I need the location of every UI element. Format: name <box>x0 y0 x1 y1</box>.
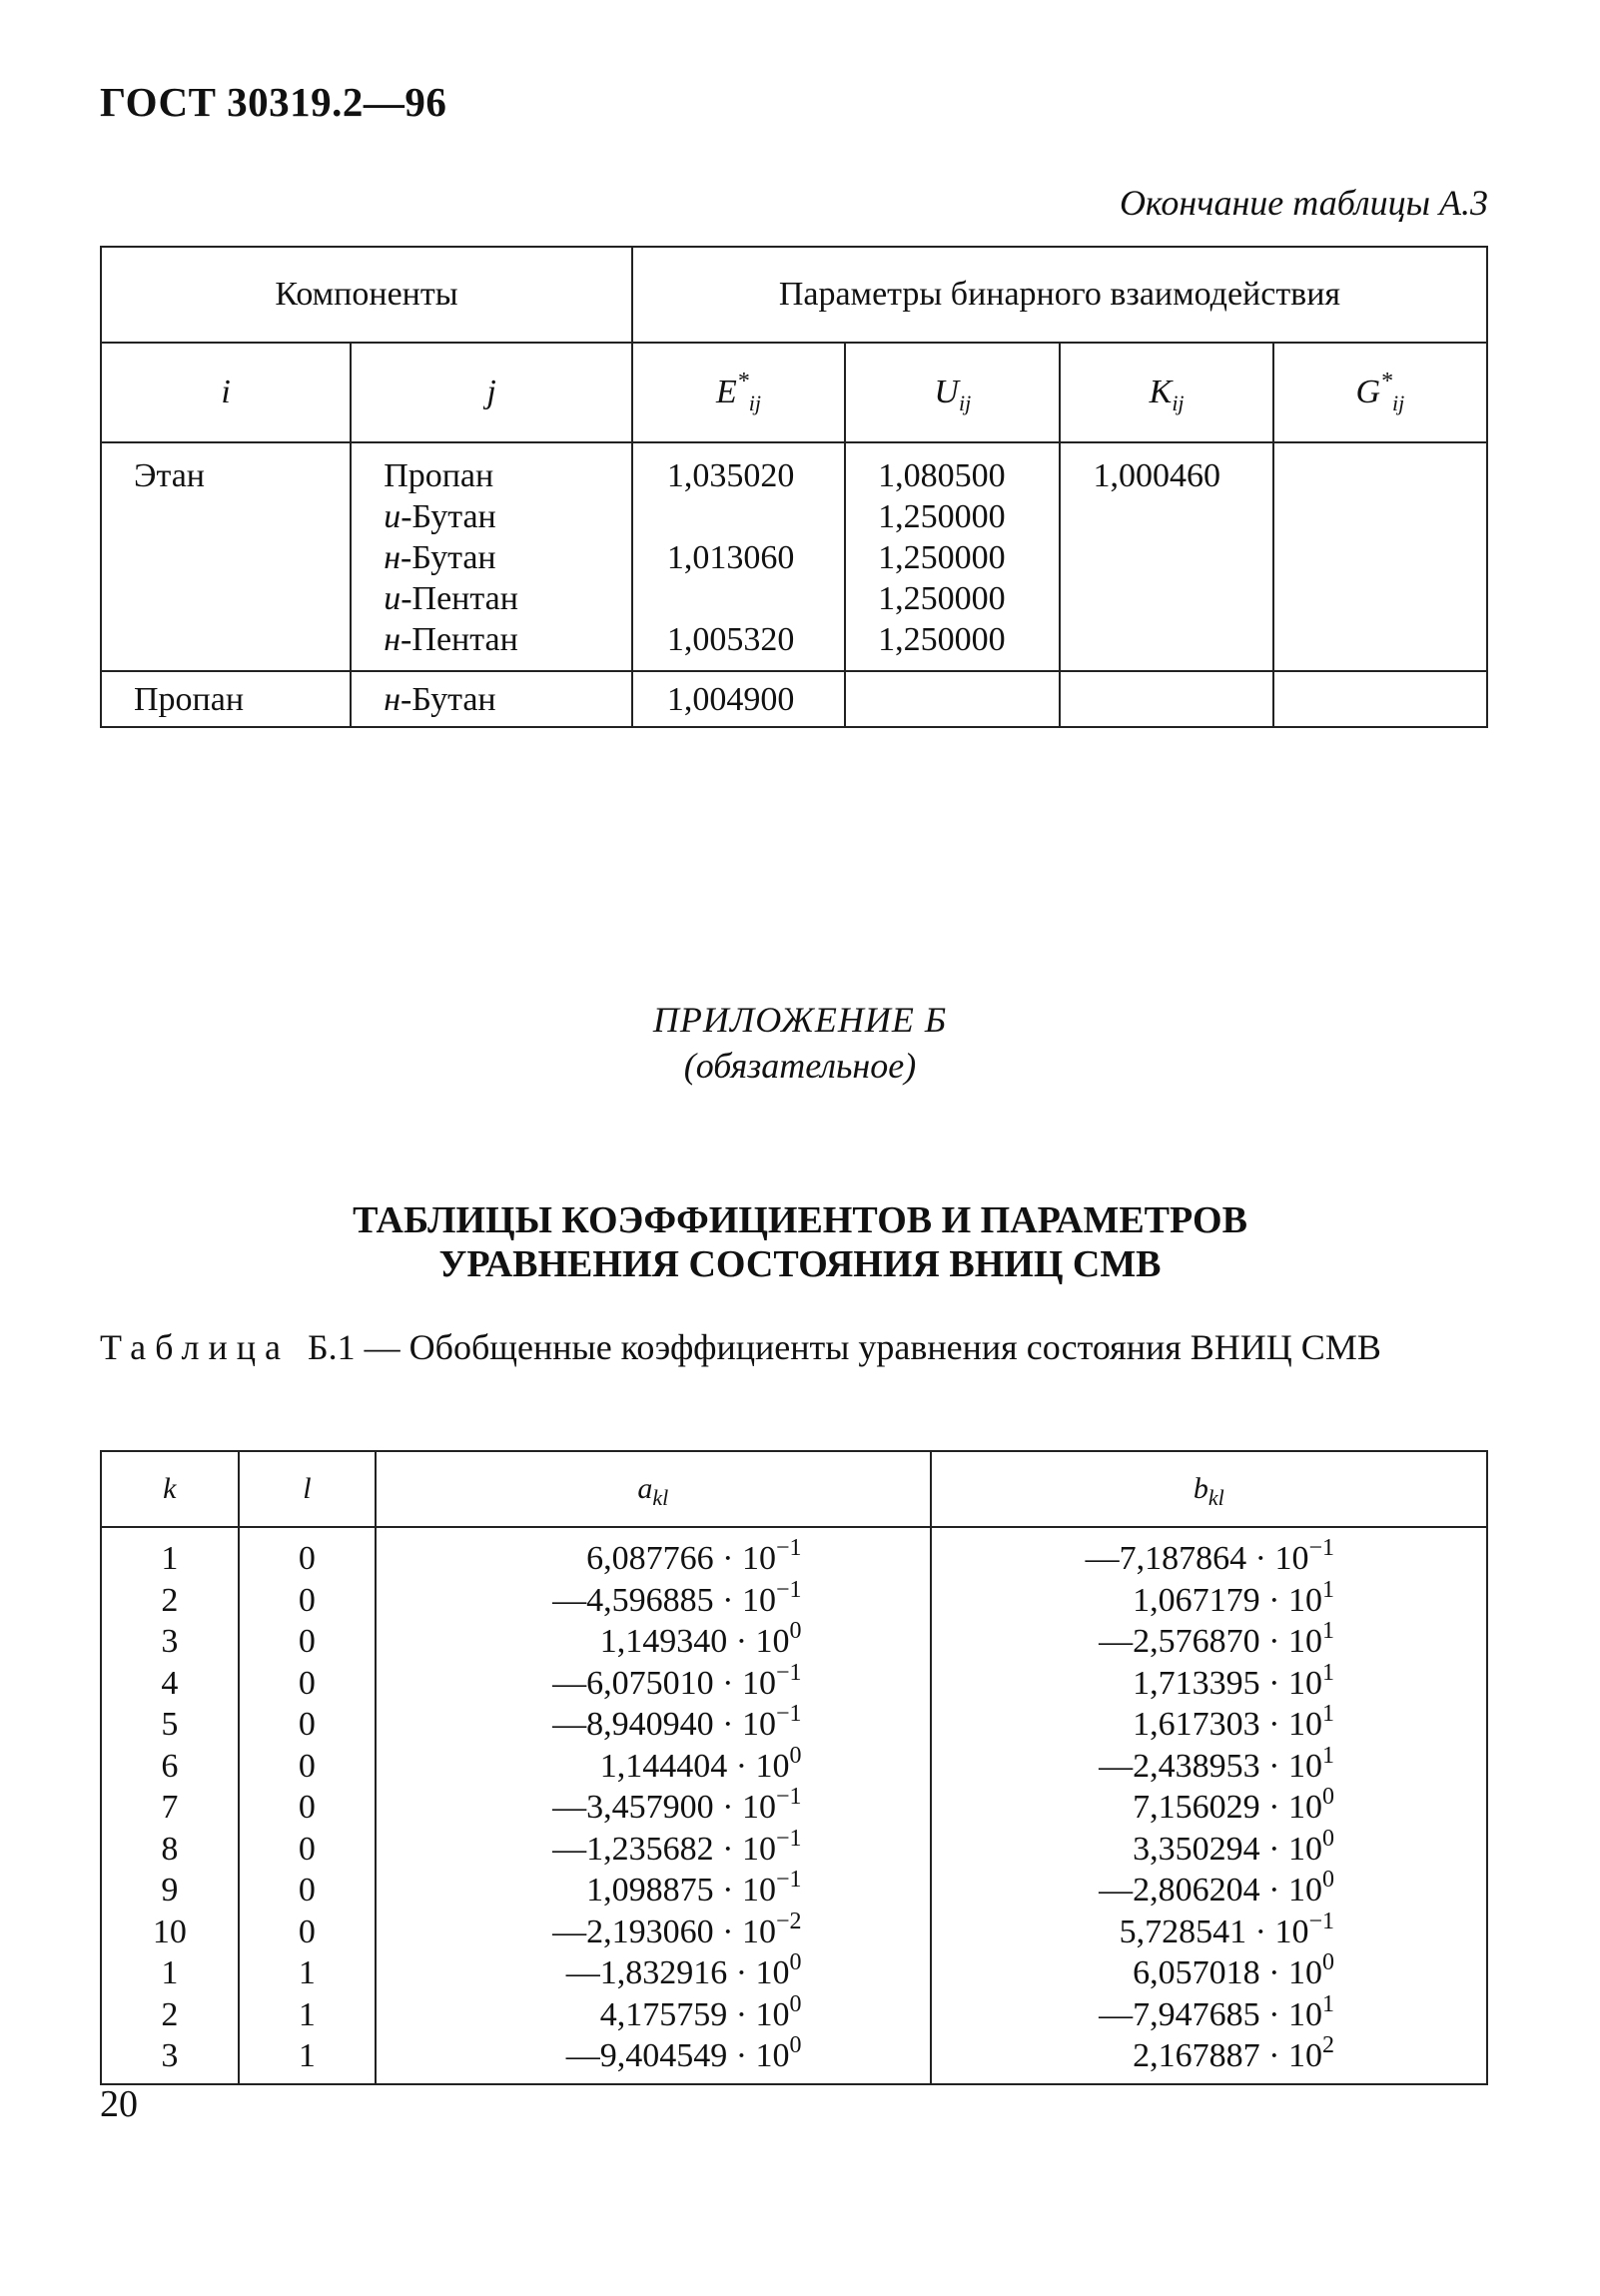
cell-b: $3,350294 \cdot 10^0$ <box>1133 1825 1334 1868</box>
cell-a: $1,149340 \cdot 10^0$ <box>599 1618 802 1660</box>
cell-j: н-Бутан <box>351 671 632 727</box>
cell-a: —9,404549 · $10^0$ <box>565 2032 802 2074</box>
cell-k: 3 <box>161 1623 179 1660</box>
cell-a: $4,175759 \cdot 10^0$ <box>599 1990 802 2033</box>
cell-k: 4 <box>161 1664 179 1702</box>
cell-g <box>1273 671 1487 727</box>
cell-b: —7,187864 · $10^{-1}$ <box>1085 1535 1334 1577</box>
cell-l: 0 <box>298 1789 316 1826</box>
page-number: 20 <box>100 2083 138 2125</box>
cell-k: 9 <box>161 1872 179 1909</box>
cell-u <box>845 671 1060 727</box>
table-b1-caption: Таблица Б.1 — Обобщенные коэффициенты уравнения состояния ВНИЦ СМВ <box>100 1327 1381 1367</box>
cell-b: —2,438953 · $10^1$ <box>1099 1742 1334 1785</box>
appendix-subtitle: (обязательное) <box>683 1046 917 1086</box>
cell-e: 1,004900 <box>632 671 845 727</box>
column-l-values <box>239 1527 377 2084</box>
table-a3-continuation-caption: Окончание таблицы А.3 <box>1119 183 1488 223</box>
cell-l: 0 <box>298 1581 316 1619</box>
cell-k: 2 <box>161 1995 179 2033</box>
cell-k: 1,000460 <box>1060 442 1272 671</box>
column-k-values <box>101 1527 239 2084</box>
document-code: ГОСТ 30319.2—96 <box>100 79 447 125</box>
cell-l: 1 <box>298 2037 316 2074</box>
cell-l: 0 <box>298 1872 316 1909</box>
column-header-b: $b_{kl}$ <box>931 1451 1487 1527</box>
cell-k: 1 <box>161 1954 179 1991</box>
column-header-i: i <box>101 343 351 442</box>
table-row <box>101 442 1487 671</box>
cell-a: $1,144404 \cdot 10^0$ <box>599 1742 802 1785</box>
cell-b: —2,576870 · $10^1$ <box>1099 1618 1334 1660</box>
cell-b: $1,617303 \cdot 10^1$ <box>1133 1701 1334 1743</box>
column-a-values <box>376 1527 930 2084</box>
cell-k <box>1060 671 1272 727</box>
cell-a: $6,087766 \cdot 10^{-1}$ <box>586 1535 802 1577</box>
cell-k: 8 <box>161 1830 179 1868</box>
section-title: ТАБЛИЦЫ КОЭФФИЦИЕНТОВ И ПАРАМЕТРОВ УРАВНЕНИЯ СОСТОЯНИЯ ВНИЦ СМВ <box>353 1199 1247 1285</box>
cell-a: —2,193060 · $10^{-2}$ <box>552 1908 802 1950</box>
table-b1 <box>100 1450 1488 2085</box>
cell-a: —3,457900 · $10^{-1}$ <box>552 1784 802 1826</box>
cell-i: Пропан <box>101 671 351 727</box>
cell-l: 0 <box>298 1830 316 1868</box>
appendix-title: ПРИЛОЖЕНИЕ Б <box>652 1000 948 1040</box>
table-a3 <box>100 246 1488 728</box>
column-header-e: $E^*_{ij}$ <box>632 343 845 442</box>
cell-l: 1 <box>298 1995 316 2033</box>
cell-i: Этан <box>101 442 351 671</box>
column-header-l: l <box>239 1451 377 1527</box>
column-header-g: $G^*_{ij}$ <box>1273 343 1487 442</box>
cell-j: Пропан и-Бутан н-Бутан и-Пентан н-Пентан <box>351 442 632 671</box>
cell-u: 1,080500 1,250000 1,250000 1,250000 1,250000 <box>845 442 1060 671</box>
column-header-a: $a_{kl}$ <box>376 1451 930 1527</box>
header-components: Компоненты <box>101 247 632 343</box>
column-header-j: j <box>351 343 632 442</box>
cell-l: 0 <box>298 1706 316 1743</box>
cell-b: —7,947685 · $10^1$ <box>1099 1990 1334 2033</box>
cell-l: 1 <box>298 1954 316 1991</box>
cell-k: 3 <box>161 2037 179 2074</box>
cell-k: 5 <box>161 1706 179 1743</box>
column-header-k: $K_{ij}$ <box>1060 343 1272 442</box>
cell-k: 10 <box>152 1913 187 1950</box>
cell-g <box>1273 442 1487 671</box>
cell-a: —1,832916 · $10^0$ <box>565 1949 802 1991</box>
cell-b: $6,057018 \cdot 10^0$ <box>1133 1949 1334 1991</box>
cell-b: —2,806204 · $10^0$ <box>1099 1867 1334 1909</box>
header-binary-params: Параметры бинарного взаимодействия <box>632 247 1487 343</box>
cell-k: 7 <box>161 1789 179 1826</box>
cell-a: $1,098875 \cdot 10^{-1}$ <box>586 1867 802 1909</box>
column-b-values <box>931 1527 1487 2084</box>
cell-b: $2,167887 \cdot 10^2$ <box>1133 2032 1334 2074</box>
column-header-u: $U_{ij}$ <box>845 343 1060 442</box>
cell-a: —8,940940 · $10^{-1}$ <box>552 1701 802 1743</box>
cell-b: $1,713395 \cdot 10^1$ <box>1133 1659 1334 1702</box>
cell-b: $7,156029 \cdot 10^0$ <box>1133 1784 1334 1826</box>
cell-e: 1,035020 1,013060 1,005320 <box>632 442 845 671</box>
cell-b: $1,067179 \cdot 10^1$ <box>1133 1576 1334 1619</box>
cell-l: 0 <box>298 1664 316 1702</box>
cell-l: 0 <box>298 1623 316 1660</box>
cell-a: —4,596885 · $10^{-1}$ <box>552 1576 802 1619</box>
cell-k: 6 <box>161 1747 179 1785</box>
cell-l: 0 <box>298 1913 316 1950</box>
table-body <box>101 1527 1487 2084</box>
cell-a: —6,075010 · $10^{-1}$ <box>552 1659 802 1702</box>
column-header-k: k <box>101 1451 239 1527</box>
cell-a: —1,235682 · $10^{-1}$ <box>552 1825 802 1868</box>
cell-l: 0 <box>298 1747 316 1785</box>
cell-k: 2 <box>161 1581 179 1619</box>
table-row <box>101 671 1487 727</box>
cell-l: 0 <box>298 1540 316 1577</box>
cell-k: 1 <box>161 1540 179 1577</box>
cell-b: $5,728541 \cdot 10^{-1}$ <box>1119 1908 1334 1950</box>
